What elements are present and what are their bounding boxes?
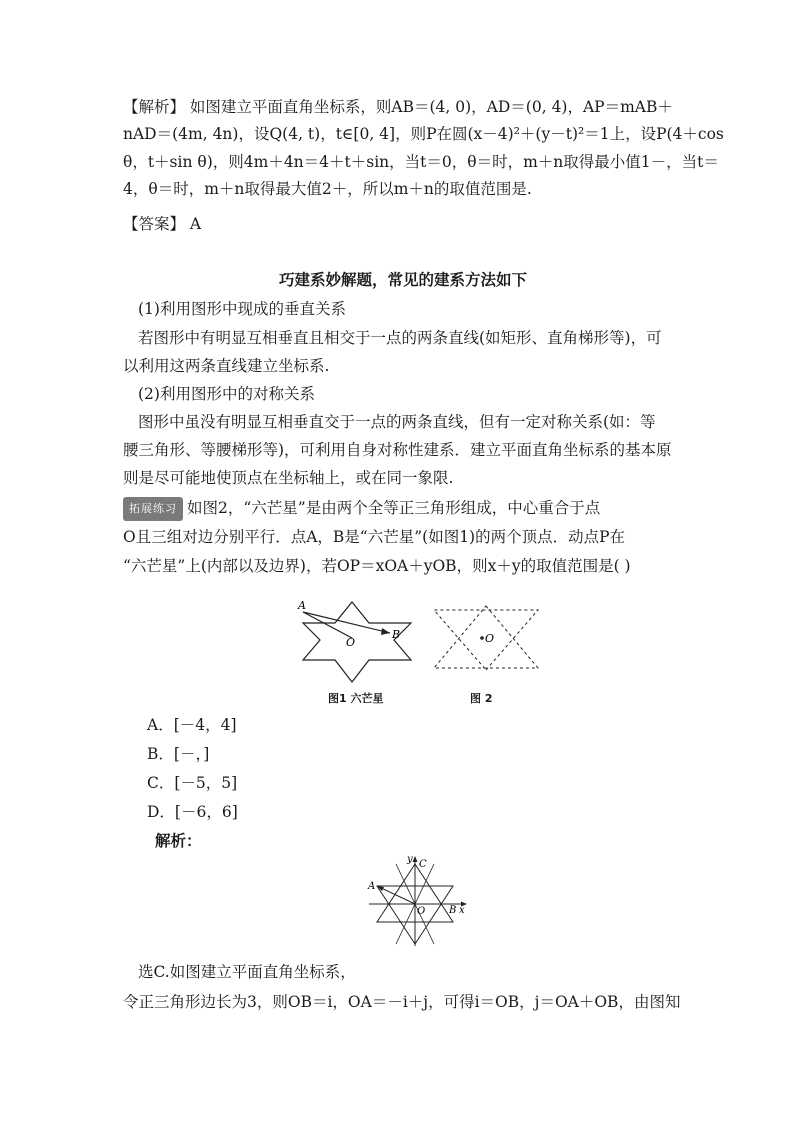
label-y-fig3: y (407, 854, 413, 865)
figure-1-hexagram (290, 594, 430, 704)
method-paragraph-2a: 图形中虽没有明显互相垂直交于一点的两条直线，但有一定对称关系(如：等 (138, 413, 656, 431)
method-title: 巧建系妙解题，常见的建系方法如下 (278, 270, 527, 289)
exercise-question-line-2: O且三组对边分别平行．点A，B是“六芒星”(如图1)的两个顶点．动点P在 (123, 528, 626, 546)
y-axis-arrowhead (413, 856, 418, 862)
exercise-question-text-1: 如图2，“六芒星”是由两个全等正三角形组成，中心重合于点 (187, 499, 601, 517)
solution-line-3: θ，t＋sin θ)，则4m＋4n＝4＋t＋sin，当t＝0，θ＝时，m＋n取得最小值1－，当t＝ (123, 153, 719, 171)
arrowhead-b (381, 628, 390, 635)
label-b: B (392, 628, 401, 641)
label-c-fig3: C (419, 859, 427, 870)
exercise-question-line-3: “六芒星”上(内部以及边界)，若OP＝xOA＋yOB，则x＋y的取值范围是( ) (123, 557, 631, 575)
label-x-fig3: x (459, 905, 465, 916)
answer-explanation-line-2: 令正三角形边长为3，则OB＝i，OA＝－i＋j，可得i＝OB，j＝OA＋OB，由图知 (123, 993, 681, 1011)
method-heading-2: (2)利用图形中的对称关系 (138, 385, 315, 403)
option-b: B．[－，] (147, 745, 210, 763)
option-c: C．[－5，5] (147, 774, 238, 792)
label-a: A (298, 599, 306, 612)
label-o-fig2: O (485, 632, 495, 645)
figure-1-caption: 图1 六芒星 (328, 692, 384, 705)
vector-oa (303, 612, 352, 638)
label-o-fig3: O (417, 906, 426, 917)
answer-line: 【答案】 A (123, 215, 202, 233)
method-paragraph-1b: 以利用这两条直线建立坐标系. (123, 357, 330, 375)
hexagram-outline (303, 602, 411, 682)
figure-3-coordinate-hexagram (363, 852, 473, 948)
method-heading-1: (1)利用图形中现成的垂直关系 (138, 300, 346, 318)
figure-2-caption: 图 2 (470, 692, 493, 705)
label-a-fig3: A (368, 881, 376, 892)
method-paragraph-2c: 则是尽可能地使顶点在坐标轴上，或在同一象限. (123, 469, 454, 487)
center-point-o (480, 636, 484, 640)
solution-line-4: 4，θ＝时，m＋n取得最大值2＋，所以m＋n的取值范围是. (123, 180, 532, 198)
option-d: D．[－6，6] (147, 803, 238, 821)
answer-explanation-line-1: 选C.如图建立平面直角坐标系， (138, 963, 356, 981)
method-paragraph-2b: 腰三角形、等腰梯形等)，可利用自身对称性建系．建立平面直角坐标系的基本原 (123, 441, 672, 459)
solution-line-2: nAD＝(4m, 4n)，设Q(4, t)，t∈[0, 4]，则P在圆(x－4)²＋(y－t)²＝1上，设P(4＋cos (123, 125, 724, 143)
label-b-fig3: B (449, 905, 457, 916)
solution-line-1: 【解析】 如图建立平面直角坐标系，则AB＝(4, 0)，AD＝(0, 4)，AP＝mAB＋ (123, 98, 673, 116)
analysis-label: 解析： (155, 831, 202, 850)
option-a: A．[－4，4] (147, 716, 237, 734)
label-o: O (346, 636, 356, 649)
exercise-question-line-1 (123, 497, 683, 521)
exercise-tag-badge: 拓展练习 (123, 497, 183, 521)
figure-2-dashed-hexagram (428, 604, 544, 672)
method-paragraph-1a: 若图形中有明显互相垂直且相交于一点的两条直线(如矩形、直角梯形等)，可 (138, 329, 662, 347)
